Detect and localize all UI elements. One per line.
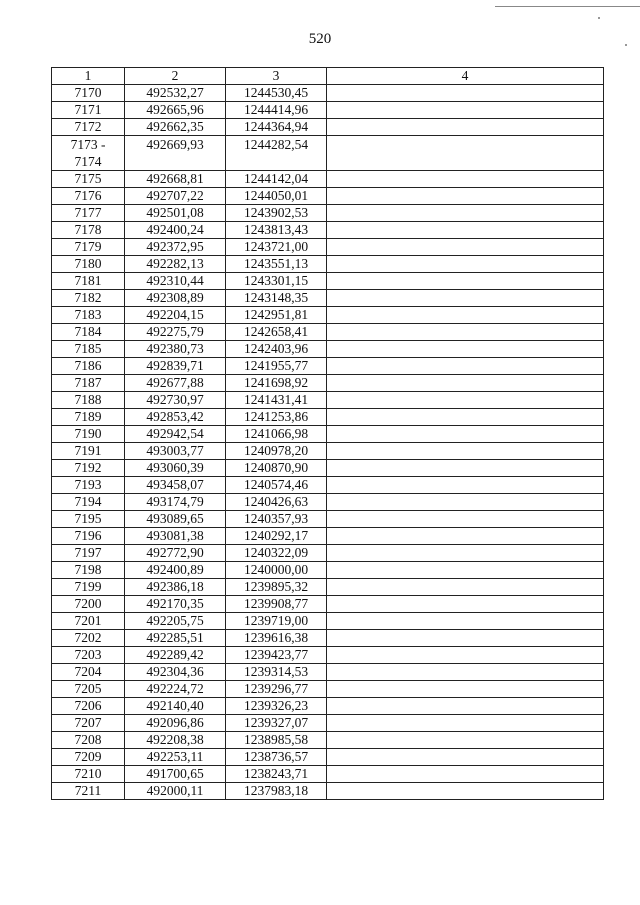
table-row xyxy=(52,426,604,443)
point-number-cell: 7194 xyxy=(52,494,125,511)
y-coordinate-cell: 1242658,41 xyxy=(226,324,327,341)
table-row xyxy=(52,136,604,171)
x-coordinate-cell: 493458,07 xyxy=(125,477,226,494)
note-cell xyxy=(327,290,604,307)
point-number-cell: 7178 xyxy=(52,222,125,239)
point-number-cell: 7193 xyxy=(52,477,125,494)
point-number-cell: 7209 xyxy=(52,749,125,766)
table-row xyxy=(52,562,604,579)
x-coordinate-cell: 492853,42 xyxy=(125,409,226,426)
table-row xyxy=(52,681,604,698)
table-row xyxy=(52,358,604,375)
x-coordinate-cell: 492308,89 xyxy=(125,290,226,307)
y-coordinate-cell: 1244530,45 xyxy=(226,85,327,102)
x-coordinate-cell: 492170,35 xyxy=(125,596,226,613)
x-coordinate-cell: 493003,77 xyxy=(125,443,226,460)
note-cell xyxy=(327,443,604,460)
note-cell xyxy=(327,426,604,443)
x-coordinate-cell: 492386,18 xyxy=(125,579,226,596)
table-row xyxy=(52,222,604,239)
point-number-cell: 7200 xyxy=(52,596,125,613)
x-coordinate-cell: 492310,44 xyxy=(125,273,226,290)
point-number-cell: 7187 xyxy=(52,375,125,392)
y-coordinate-cell: 1244364,94 xyxy=(226,119,327,136)
y-coordinate-cell: 1240574,46 xyxy=(226,477,327,494)
y-coordinate-cell: 1240322,09 xyxy=(226,545,327,562)
x-coordinate-cell: 492400,24 xyxy=(125,222,226,239)
note-cell xyxy=(327,119,604,136)
y-coordinate-cell: 1240000,00 xyxy=(226,562,327,579)
table-row xyxy=(52,119,604,136)
x-coordinate-cell: 492304,36 xyxy=(125,664,226,681)
note-cell xyxy=(327,460,604,477)
note-cell xyxy=(327,341,604,358)
note-cell xyxy=(327,375,604,392)
y-coordinate-cell: 1243148,35 xyxy=(226,290,327,307)
x-coordinate-cell: 492282,13 xyxy=(125,256,226,273)
point-number-cell: 7201 xyxy=(52,613,125,630)
table-row xyxy=(52,85,604,102)
note-cell xyxy=(327,222,604,239)
x-coordinate-cell: 492662,35 xyxy=(125,119,226,136)
y-coordinate-cell: 1243813,43 xyxy=(226,222,327,239)
table-row xyxy=(52,239,604,256)
x-coordinate-cell: 492372,95 xyxy=(125,239,226,256)
x-coordinate-cell: 492400,89 xyxy=(125,562,226,579)
table-row xyxy=(52,290,604,307)
x-coordinate-cell: 492707,22 xyxy=(125,188,226,205)
x-coordinate-cell: 492140,40 xyxy=(125,698,226,715)
x-coordinate-cell: 492839,71 xyxy=(125,358,226,375)
table-row xyxy=(52,341,604,358)
y-coordinate-cell: 1239296,77 xyxy=(226,681,327,698)
y-coordinate-cell: 1244050,01 xyxy=(226,188,327,205)
note-cell xyxy=(327,766,604,783)
note-cell xyxy=(327,409,604,426)
point-number-cell: 7205 xyxy=(52,681,125,698)
table-row xyxy=(52,715,604,732)
note-cell xyxy=(327,392,604,409)
note-cell xyxy=(327,85,604,102)
table-row xyxy=(52,766,604,783)
x-coordinate-cell: 492942,54 xyxy=(125,426,226,443)
point-number-cell: 7204 xyxy=(52,664,125,681)
point-number-cell: 7170 xyxy=(52,85,125,102)
y-coordinate-cell: 1241698,92 xyxy=(226,375,327,392)
note-cell xyxy=(327,545,604,562)
table-row xyxy=(52,443,604,460)
point-number-cell: 7185 xyxy=(52,341,125,358)
scan-speck xyxy=(598,17,600,19)
point-number-cell: 7188 xyxy=(52,392,125,409)
point-number-cell: 7179 xyxy=(52,239,125,256)
table-row xyxy=(52,188,604,205)
table-row xyxy=(52,477,604,494)
x-coordinate-cell: 492224,72 xyxy=(125,681,226,698)
table-row xyxy=(52,205,604,222)
header-cell-col1: 1 xyxy=(52,68,125,85)
y-coordinate-cell: 1239326,23 xyxy=(226,698,327,715)
note-cell xyxy=(327,630,604,647)
x-coordinate-cell: 493089,65 xyxy=(125,511,226,528)
point-number-cell: 7208 xyxy=(52,732,125,749)
table-row xyxy=(52,511,604,528)
note-cell xyxy=(327,494,604,511)
point-number-cell: 7211 xyxy=(52,783,125,800)
y-coordinate-cell: 1243721,00 xyxy=(226,239,327,256)
note-cell xyxy=(327,273,604,290)
x-coordinate-cell: 492204,15 xyxy=(125,307,226,324)
y-coordinate-cell: 1240978,20 xyxy=(226,443,327,460)
point-number-cell: 7197 xyxy=(52,545,125,562)
point-number-cell: 7184 xyxy=(52,324,125,341)
note-cell xyxy=(327,664,604,681)
y-coordinate-cell: 1244414,96 xyxy=(226,102,327,119)
table-row xyxy=(52,375,604,392)
x-coordinate-cell: 491700,65 xyxy=(125,766,226,783)
y-coordinate-cell: 1239616,38 xyxy=(226,630,327,647)
note-cell xyxy=(327,732,604,749)
y-coordinate-cell: 1238985,58 xyxy=(226,732,327,749)
point-number-cell: 7189 xyxy=(52,409,125,426)
x-coordinate-cell: 492772,90 xyxy=(125,545,226,562)
table-row xyxy=(52,783,604,800)
x-coordinate-cell: 492380,73 xyxy=(125,341,226,358)
note-cell xyxy=(327,205,604,222)
point-number-cell: 7199 xyxy=(52,579,125,596)
x-coordinate-cell: 492208,38 xyxy=(125,732,226,749)
point-number-cell: 7196 xyxy=(52,528,125,545)
x-coordinate-cell: 492669,93 xyxy=(125,136,226,171)
note-cell xyxy=(327,307,604,324)
note-cell xyxy=(327,171,604,188)
y-coordinate-cell: 1240357,93 xyxy=(226,511,327,528)
y-coordinate-cell: 1241955,77 xyxy=(226,358,327,375)
point-number-cell: 7181 xyxy=(52,273,125,290)
table-row xyxy=(52,324,604,341)
header-cell-col4: 4 xyxy=(327,68,604,85)
point-number-cell: 7177 xyxy=(52,205,125,222)
point-number-cell: 7202 xyxy=(52,630,125,647)
note-cell xyxy=(327,239,604,256)
table-row xyxy=(52,273,604,290)
note-cell xyxy=(327,647,604,664)
point-number-cell: 7203 xyxy=(52,647,125,664)
note-cell xyxy=(327,749,604,766)
y-coordinate-cell: 1239327,07 xyxy=(226,715,327,732)
table-row xyxy=(52,647,604,664)
table-row xyxy=(52,171,604,188)
note-cell xyxy=(327,783,604,800)
x-coordinate-cell: 492730,97 xyxy=(125,392,226,409)
x-coordinate-cell: 492677,88 xyxy=(125,375,226,392)
note-cell xyxy=(327,698,604,715)
table-row xyxy=(52,494,604,511)
y-coordinate-cell: 1244142,04 xyxy=(226,171,327,188)
note-cell xyxy=(327,358,604,375)
table-body xyxy=(52,85,604,800)
note-cell xyxy=(327,511,604,528)
y-coordinate-cell: 1240870,90 xyxy=(226,460,327,477)
point-number-cell: 7182 xyxy=(52,290,125,307)
note-cell xyxy=(327,579,604,596)
y-coordinate-cell: 1239314,53 xyxy=(226,664,327,681)
point-number-cell: 7207 xyxy=(52,715,125,732)
point-number-cell: 7175 xyxy=(52,171,125,188)
point-number-cell: 7206 xyxy=(52,698,125,715)
note-cell xyxy=(327,596,604,613)
table-row xyxy=(52,392,604,409)
point-number-cell: 7190 xyxy=(52,426,125,443)
y-coordinate-cell: 1242951,81 xyxy=(226,307,327,324)
note-cell xyxy=(327,136,604,171)
note-cell xyxy=(327,528,604,545)
y-coordinate-cell: 1238243,71 xyxy=(226,766,327,783)
table-header-row xyxy=(52,68,604,85)
table-row xyxy=(52,528,604,545)
note-cell xyxy=(327,477,604,494)
point-number-cell: 7191 xyxy=(52,443,125,460)
header-cell-col2: 2 xyxy=(125,68,226,85)
table-row xyxy=(52,749,604,766)
note-cell xyxy=(327,613,604,630)
y-coordinate-cell: 1238736,57 xyxy=(226,749,327,766)
y-coordinate-cell: 1240292,17 xyxy=(226,528,327,545)
table-row xyxy=(52,579,604,596)
point-number-cell: 7171 xyxy=(52,102,125,119)
point-number-cell: 7180 xyxy=(52,256,125,273)
point-number-cell: 7183 xyxy=(52,307,125,324)
y-coordinate-cell: 1243301,15 xyxy=(226,273,327,290)
y-coordinate-cell: 1243902,53 xyxy=(226,205,327,222)
coordinates-table xyxy=(51,67,604,800)
x-coordinate-cell: 492253,11 xyxy=(125,749,226,766)
note-cell xyxy=(327,188,604,205)
y-coordinate-cell: 1239719,00 xyxy=(226,613,327,630)
y-coordinate-cell: 1240426,63 xyxy=(226,494,327,511)
x-coordinate-cell: 492668,81 xyxy=(125,171,226,188)
top-edge-line xyxy=(495,6,640,7)
y-coordinate-cell: 1237983,18 xyxy=(226,783,327,800)
point-number-cell: 7198 xyxy=(52,562,125,579)
table-row xyxy=(52,256,604,273)
note-cell xyxy=(327,681,604,698)
x-coordinate-cell: 492532,27 xyxy=(125,85,226,102)
x-coordinate-cell: 492665,96 xyxy=(125,102,226,119)
x-coordinate-cell: 492285,51 xyxy=(125,630,226,647)
y-coordinate-cell: 1239423,77 xyxy=(226,647,327,664)
point-number-cell: 7195 xyxy=(52,511,125,528)
point-number-cell: 7176 xyxy=(52,188,125,205)
table-row xyxy=(52,102,604,119)
point-number-cell: 7173 - 7174 xyxy=(52,136,125,171)
point-number-cell: 7172 xyxy=(52,119,125,136)
note-cell xyxy=(327,256,604,273)
x-coordinate-cell: 493081,38 xyxy=(125,528,226,545)
point-number-cell: 7186 xyxy=(52,358,125,375)
y-coordinate-cell: 1243551,13 xyxy=(226,256,327,273)
x-coordinate-cell: 492096,86 xyxy=(125,715,226,732)
y-coordinate-cell: 1242403,96 xyxy=(226,341,327,358)
table-row xyxy=(52,613,604,630)
x-coordinate-cell: 492205,75 xyxy=(125,613,226,630)
x-coordinate-cell: 493060,39 xyxy=(125,460,226,477)
table-row xyxy=(52,596,604,613)
y-coordinate-cell: 1241431,41 xyxy=(226,392,327,409)
table-row xyxy=(52,460,604,477)
y-coordinate-cell: 1241066,98 xyxy=(226,426,327,443)
page-number: 520 xyxy=(308,31,332,47)
table-row xyxy=(52,630,604,647)
y-coordinate-cell: 1244282,54 xyxy=(226,136,327,171)
table-row xyxy=(52,409,604,426)
table-row xyxy=(52,698,604,715)
note-cell xyxy=(327,324,604,341)
table-row xyxy=(52,732,604,749)
header-cell-col3: 3 xyxy=(226,68,327,85)
table-row xyxy=(52,545,604,562)
x-coordinate-cell: 493174,79 xyxy=(125,494,226,511)
y-coordinate-cell: 1241253,86 xyxy=(226,409,327,426)
x-coordinate-cell: 492501,08 xyxy=(125,205,226,222)
point-number-cell: 7210 xyxy=(52,766,125,783)
table-row xyxy=(52,307,604,324)
x-coordinate-cell: 492289,42 xyxy=(125,647,226,664)
table-row xyxy=(52,664,604,681)
note-cell xyxy=(327,715,604,732)
point-number-cell: 7192 xyxy=(52,460,125,477)
y-coordinate-cell: 1239908,77 xyxy=(226,596,327,613)
note-cell xyxy=(327,562,604,579)
y-coordinate-cell: 1239895,32 xyxy=(226,579,327,596)
x-coordinate-cell: 492275,79 xyxy=(125,324,226,341)
note-cell xyxy=(327,102,604,119)
x-coordinate-cell: 492000,11 xyxy=(125,783,226,800)
